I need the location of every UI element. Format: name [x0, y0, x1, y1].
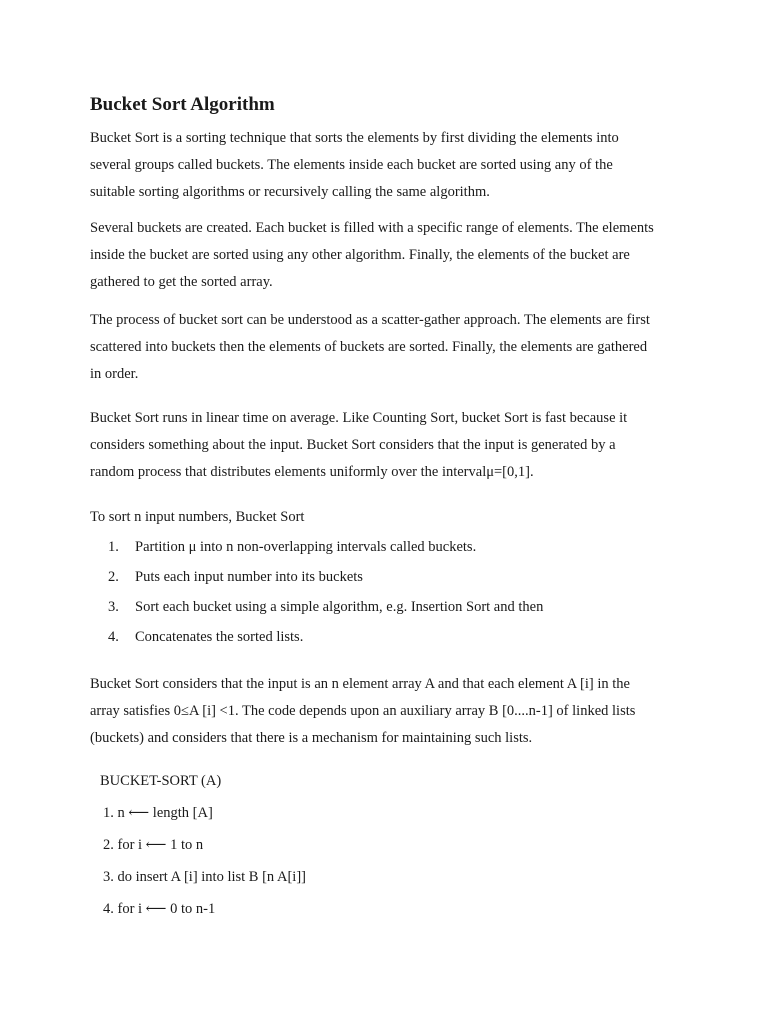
list-text: Partition μ into n non-overlapping intervals called buckets. [135, 539, 477, 555]
text-line: several groups called buckets. The elements inside each bucket are sorted using any of the [90, 157, 613, 173]
intro-paragraph [90, 125, 690, 206]
list-item [108, 567, 543, 597]
scatter-gather-paragraph [90, 307, 690, 388]
linear-time-paragraph [90, 405, 690, 486]
input-array-paragraph [90, 671, 690, 752]
text-line: random process that distributes elements uniformly over the intervalμ=[0,1]. [90, 464, 534, 480]
list-text: Puts each input number into its buckets [135, 569, 363, 585]
page-title: Bucket Sort Algorithm [90, 94, 275, 115]
pseudocode-line: 2. for i ⟵ 1 to n [103, 837, 204, 853]
text-line: (buckets) and considers that there is a mechanism for maintaining such lists. [90, 730, 533, 746]
list-item [108, 597, 543, 627]
pseudocode-line: BUCKET-SORT (A) [100, 773, 222, 789]
text-line: suitable sorting algorithms or recursively calling the same algorithm. [90, 184, 490, 200]
text-line: considers something about the input. Bucket Sort considers that the input is generated by a [90, 437, 616, 453]
pseudocode-line: 4. for i ⟵ 0 to n-1 [103, 901, 216, 917]
pseudocode-block [100, 771, 306, 931]
steps-list [108, 537, 543, 657]
text-line: gathered to get the sorted array. [90, 274, 273, 290]
text-line: The process of bucket sort can be understood as a scatter-gather approach. The elements are first [90, 312, 650, 328]
steps-intro: To sort n input numbers, Bucket Sort [90, 509, 305, 525]
list-number: 3. [108, 599, 119, 615]
list-text: Concatenates the sorted lists. [135, 629, 304, 645]
buckets-paragraph [90, 215, 690, 296]
text-line: in order. [90, 366, 139, 382]
pseudocode-line: 1. n ⟵ length [A] [103, 805, 213, 821]
list-number: 2. [108, 569, 119, 585]
pseudocode-line: 3. do insert A [i] into list B [n A[i]] [103, 869, 306, 885]
text-line: Bucket Sort is a sorting technique that sorts the elements by first dividing the elements into [90, 130, 619, 146]
text-line: scattered into buckets then the elements of buckets are sorted. Finally, the elements are gathered [90, 339, 648, 355]
text-line: array satisfies 0≤A [i] <1. The code depends upon an auxiliary array B [0....n-1] of linked lists [90, 703, 636, 719]
list-item [108, 627, 543, 657]
list-text: Sort each bucket using a simple algorithm, e.g. Insertion Sort and then [135, 599, 544, 615]
list-item [108, 537, 543, 567]
text-line: Bucket Sort runs in linear time on average. Like Counting Sort, bucket Sort is fast because it [90, 410, 628, 426]
text-line: Several buckets are created. Each bucket is filled with a specific range of elements. The elements [90, 220, 654, 236]
list-number: 1. [108, 539, 119, 555]
text-line: inside the bucket are sorted using any other algorithm. Finally, the elements of the bucket are [90, 247, 630, 263]
text-line: Bucket Sort considers that the input is an n element array A and that each element A [i] in the [90, 676, 630, 692]
list-number: 4. [108, 629, 119, 645]
